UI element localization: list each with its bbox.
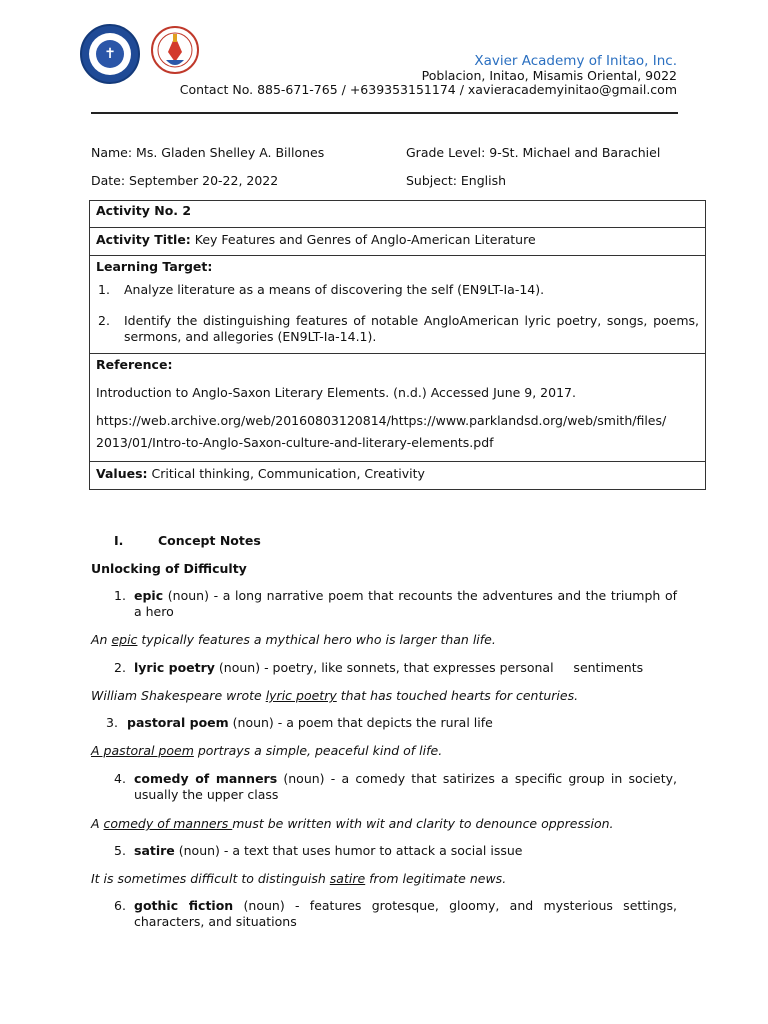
term-number: 1. (114, 588, 126, 603)
term-example: A comedy of manners must be written with wit and clarity to denounce oppression. (91, 816, 614, 831)
learning-target-item: 1. Analyze literature as a means of discovering the self (EN9LT-Ia-14). (98, 282, 545, 297)
reference-url-line-2: 2013/01/Intro-to-Anglo-Saxon-culture-and-literary-elements.pdf (96, 435, 494, 450)
activity-date: Date: September 20-22, 2022 (91, 173, 279, 188)
term-number: 4. (114, 771, 126, 786)
term-example: An epic typically features a mythical hero who is larger than life. (91, 632, 496, 647)
activity-number: Activity No. 2 (96, 203, 192, 218)
section-roman-numeral: I. (114, 533, 124, 548)
term-example: A pastoral poem portrays a simple, peaceful kind of life. (91, 743, 443, 758)
activity-table (89, 200, 706, 490)
activity-number-cell (90, 201, 706, 228)
term-number: 5. (114, 843, 126, 858)
term-definition: epic (noun) - a long narrative poem that recounts the adventures and the triumph of a hero (134, 588, 677, 619)
values-cell (90, 462, 706, 490)
reference-url-line-1: https://web.archive.org/web/20160803120814/https://www.parklandsd.org/web/smith/files/ (96, 413, 667, 428)
term-definition: comedy of manners (noun) - a comedy that satirizes a specific group in society, usually the upper class (134, 771, 677, 802)
activity-title: Key Features and Genres of Anglo-American Literature (190, 232, 536, 247)
activity-title-label: Activity Title: (96, 232, 191, 247)
subject: Subject: English (406, 173, 507, 188)
archdiocese-seal-icon (150, 22, 200, 82)
header-divider (91, 112, 678, 114)
subsection-heading: Unlocking of Difficulty (91, 561, 247, 576)
term-number: 2. (114, 660, 126, 675)
term-number: 3. (106, 715, 118, 730)
school-seal-icon: ✝ (80, 24, 140, 84)
term-definition: satire (noun) - a text that uses humor to attack a social issue (134, 843, 523, 858)
values-text: Critical thinking, Communication, Creativity (147, 466, 425, 481)
term-definition: pastoral poem (noun) - a poem that depicts the rural life (127, 715, 493, 730)
teacher-name: Name: Ms. Gladen Shelley A. Billones (91, 145, 325, 160)
learning-target-cell (90, 256, 706, 354)
school-contact: Contact No. 885-671-765 / +639353151174 / xavieracademyinitao@gmail.com (179, 82, 677, 97)
activity-title-cell (90, 228, 706, 256)
school-name: Xavier Academy of Initao, Inc. (474, 53, 677, 69)
reference-label: Reference: (96, 357, 173, 372)
school-address: Poblacion, Initao, Misamis Oriental, 9022 (421, 68, 677, 83)
term-definition: lyric poetry (noun) - poetry, like sonnets, that expresses personal sentiments (134, 660, 644, 675)
learning-target-item: 2. Identify the distinguishing features of notable AngloAmerican lyric poetry, songs, poems, sermons, and allegories (EN9LT-Ia-14.1). (98, 313, 699, 344)
grade-level: Grade Level: 9-St. Michael and Barachiel (406, 145, 661, 160)
term-number: 6. (114, 898, 126, 913)
term-example: William Shakespeare wrote lyric poetry that has touched hearts for centuries. (91, 688, 579, 703)
term-example: It is sometimes difficult to distinguish satire from legitimate news. (91, 871, 507, 886)
term-definition: gothic fiction (noun) - features grotesque, gloomy, and mysterious settings, characters, and situations (134, 898, 677, 929)
reference-citation: Introduction to Anglo-Saxon Literary Elements. (n.d.) Accessed June 9, 2017. (96, 385, 576, 400)
values-label: Values: (96, 466, 148, 481)
learning-target-label: Learning Target: (96, 259, 213, 274)
reference-cell (90, 354, 706, 462)
section-heading: Concept Notes (158, 533, 261, 548)
